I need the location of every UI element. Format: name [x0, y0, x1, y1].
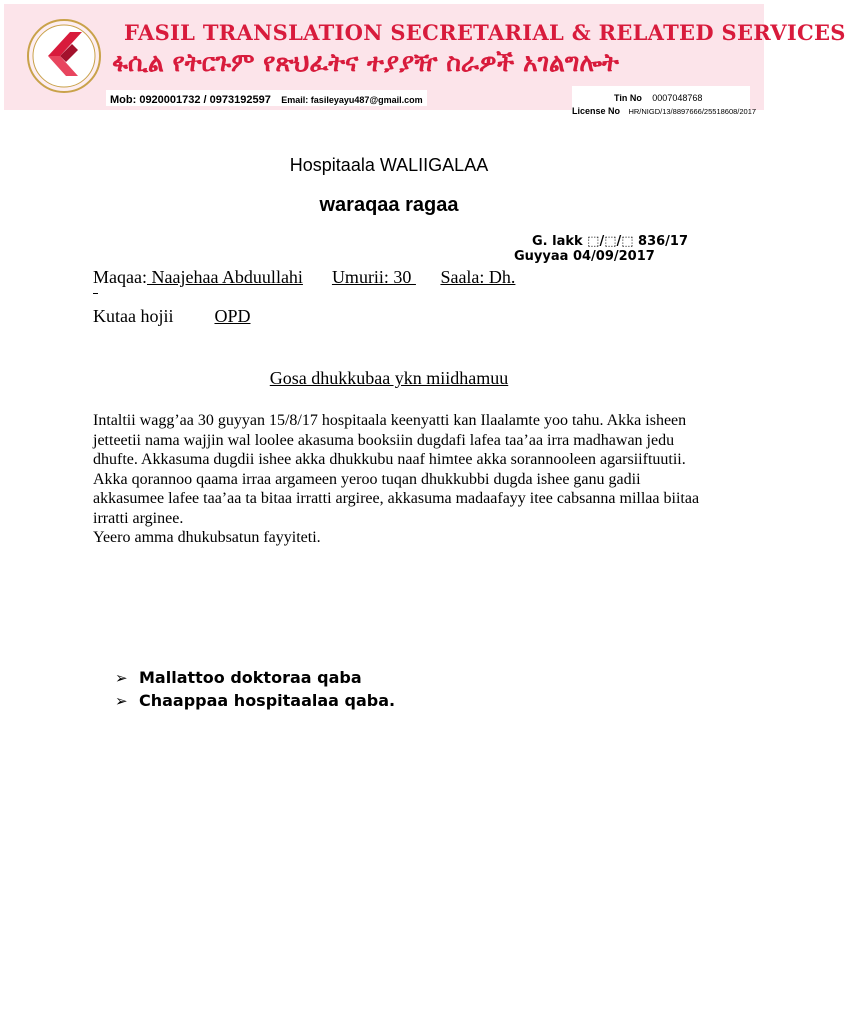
list-item	[115, 666, 395, 689]
patient-info-line	[93, 267, 515, 288]
email-address: Email: fasileyayu487@gmail.com	[281, 95, 423, 105]
list-item-text: Mallattoo doktoraa qaba	[139, 668, 362, 687]
department-value: OPD	[214, 306, 251, 326]
reference-block	[514, 234, 688, 264]
report-body	[93, 411, 713, 548]
department-label: Kutaa hojii	[93, 306, 174, 326]
registration-info	[572, 86, 757, 116]
tin-label: Tin No	[614, 93, 642, 103]
arrow-bullet-icon: ➢	[115, 668, 128, 687]
list-item-text: Chaappaa hospitaalaa qaba.	[139, 691, 396, 710]
list-item	[115, 689, 395, 712]
tin-value: 0007048768	[652, 93, 703, 103]
document-date: Guyyaa 04/09/2017	[514, 249, 655, 264]
company-name-english: FASIL TRANSLATION SECRETARIAL & RELATED SERVICES	[124, 20, 846, 45]
patient-ward: Saala: Dh.	[440, 267, 516, 287]
document-title: waraqaa ragaa	[319, 194, 459, 216]
license-value: HR/NIGD/13/8897666/25518608/2017	[628, 107, 757, 116]
patient-age: Umurii: 30	[331, 267, 416, 287]
attestation-list	[115, 666, 395, 712]
license-label: License No	[572, 106, 621, 116]
paragraph: Intaltii wagg’aa 30 guyyan 15/8/17 hospitaala keenyatti kan Ilaalamte yoo tahu. Akka isheen jetteetii nama wajjin wal loolee akasuma booksiin dugdafi lafea taa’aa irra madhawan jedu dhufte. Akkasuma dugdii ishee akka dhukkubu naaf himtee akka sorannooleen agarsiiftuutii.	[93, 412, 687, 468]
hospital-name: Hospitaala WALIIGALAA	[289, 155, 489, 175]
arrow-bullet-icon: ➢	[115, 691, 128, 710]
company-name-amharic: ፋሲል የትርጉም የጽህፈትና ተያያዥ ስራዎች አገልግሎት	[112, 48, 619, 77]
contact-info	[106, 90, 427, 106]
fasil-logo-icon	[26, 18, 102, 94]
mobile-numbers: Mob: 0920001732 / 0973192597	[110, 94, 271, 106]
letterhead	[4, 4, 846, 116]
paragraph: Akka qorannoo qaama irraa argameen yeroo tuqan dhukkubbi dugda ishee ganu gadii akkasumee lafee taa’aa ta bitaa irratti argiree, akkasuma madaafayy itee cabsanna millaa biitaa irratti arginee.	[93, 470, 700, 527]
paragraph: Yeero amma dhukubsatun fayyiteti.	[93, 529, 321, 546]
section-title: Gosa dhukkubaa ykn miidhamuu	[269, 368, 509, 388]
department-line	[93, 306, 251, 327]
reference-number: G. lakk ⬚/⬚/⬚ 836/17	[532, 234, 689, 249]
divider-mark	[93, 293, 98, 294]
license-row	[572, 101, 756, 119]
patient-name: Naajehaa Abduullahi	[146, 267, 303, 287]
patient-name-label: Maqaa:	[93, 267, 147, 287]
